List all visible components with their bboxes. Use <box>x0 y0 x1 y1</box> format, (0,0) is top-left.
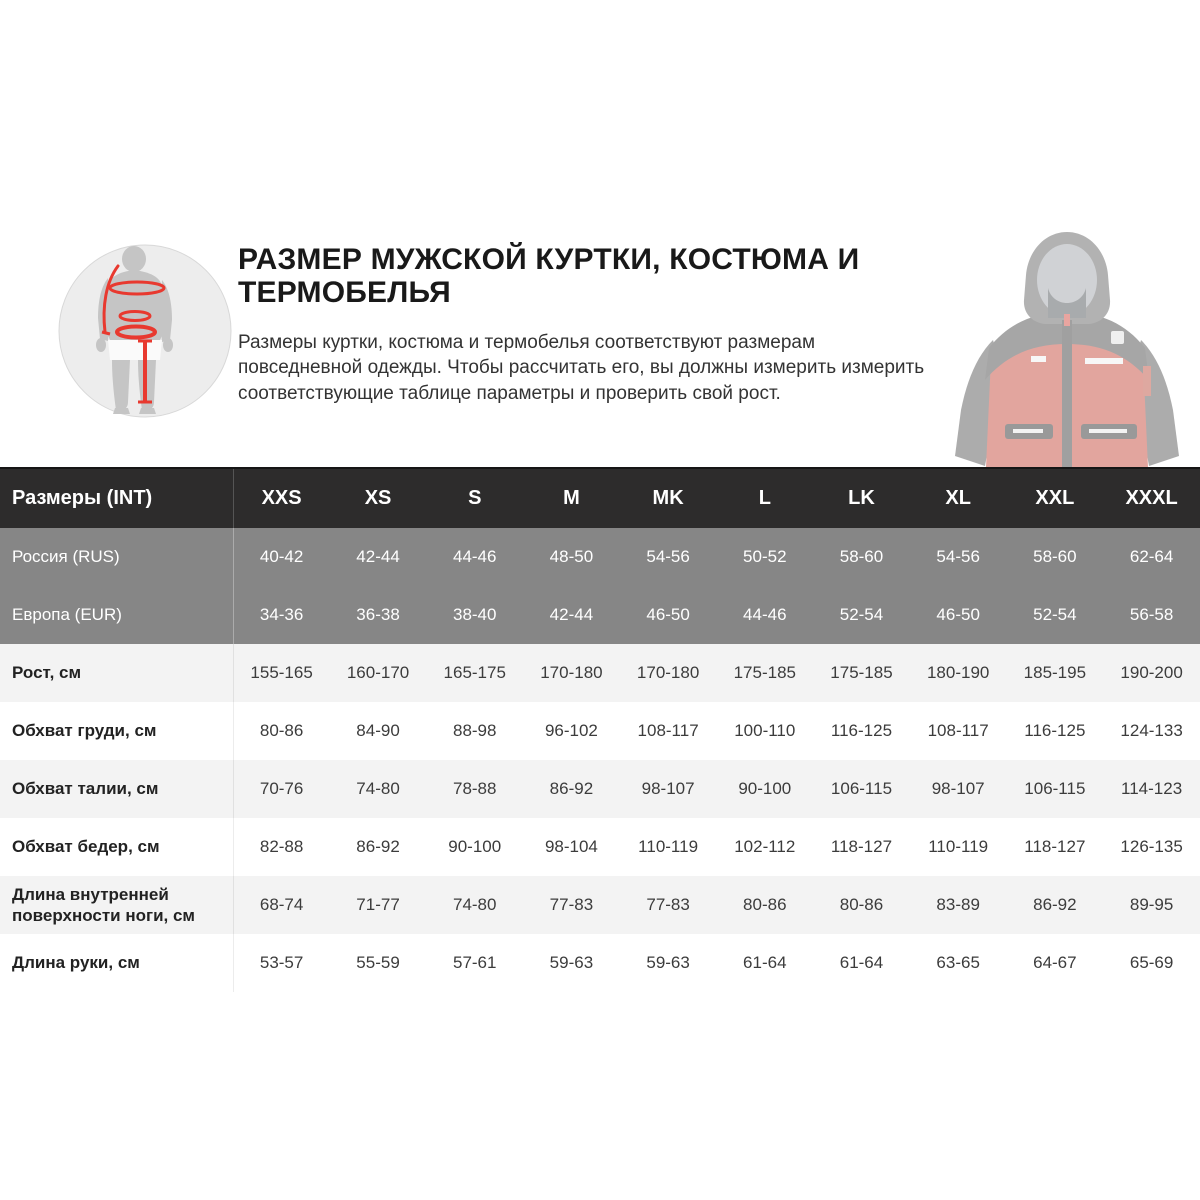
size-cell: 77-83 <box>549 895 594 914</box>
header-size-LK: LK <box>848 487 875 509</box>
size-cell: 57-61 <box>452 953 497 972</box>
size-cell: 108-117 <box>927 721 989 740</box>
size-cell: 83-89 <box>936 895 980 914</box>
table-header-row <box>0 468 1200 528</box>
size-cell: 61-64 <box>839 953 884 972</box>
size-cell: 42-44 <box>356 547 400 566</box>
table-row <box>0 528 1200 586</box>
size-cell: 126-135 <box>1120 837 1183 856</box>
size-cell: 190-200 <box>1120 663 1183 682</box>
size-cell: 46-50 <box>936 605 980 624</box>
measurement-figure-icon <box>58 244 232 418</box>
table-row <box>0 644 1200 702</box>
size-cell: 118-127 <box>830 837 893 856</box>
size-cell: 34-36 <box>259 605 304 624</box>
header-size-L: L <box>758 487 771 509</box>
page-title: РАЗМЕР МУЖСКОЙ КУРТКИ, КОСТЮМА И ТЕРМОБЕЛЬЯ <box>238 243 860 309</box>
table-row <box>0 876 1200 934</box>
size-cell: 59-63 <box>646 953 690 972</box>
size-cell: 170-180 <box>540 663 603 682</box>
size-cell: 82-88 <box>259 837 304 856</box>
size-cell: 86-92 <box>1033 895 1077 914</box>
size-cell: 89-95 <box>1129 895 1174 914</box>
size-cell: 44-46 <box>743 605 787 624</box>
size-cell: 40-42 <box>259 547 304 566</box>
size-cell: 71-77 <box>356 895 400 914</box>
header-size-MK: MK <box>652 487 684 509</box>
size-cell: 46-50 <box>646 605 690 624</box>
size-cell: 118-127 <box>1024 837 1086 856</box>
row-label: Обхват груди, см <box>0 702 233 760</box>
size-cell: 52-54 <box>1033 605 1077 624</box>
size-cell: 175-185 <box>830 663 893 682</box>
size-cell: 58-60 <box>1033 547 1077 566</box>
size-cell: 84-90 <box>356 721 400 740</box>
size-cell: 86-92 <box>356 837 400 856</box>
header-size-XL: XL <box>945 487 971 509</box>
size-cell: 44-46 <box>452 547 497 566</box>
size-cell: 80-86 <box>839 895 884 914</box>
size-cell: 80-86 <box>259 721 304 740</box>
size-cell: 96-102 <box>544 721 598 740</box>
size-cell: 58-60 <box>839 547 884 566</box>
size-cell: 114-123 <box>1121 779 1183 798</box>
size-cell: 38-40 <box>452 605 497 624</box>
size-cell: 98-104 <box>544 837 598 856</box>
row-label: Рост, см <box>0 644 233 702</box>
size-cell: 90-100 <box>448 837 502 856</box>
size-cell: 86-92 <box>549 779 594 798</box>
row-label: Длина внутренней поверхности ноги, см <box>0 876 233 934</box>
size-cell: 74-80 <box>356 779 400 798</box>
header-size-XS: XS <box>364 487 392 509</box>
table-row <box>0 934 1200 992</box>
size-cell: 165-175 <box>443 663 506 682</box>
table-row <box>0 586 1200 644</box>
size-cell: 77-83 <box>646 895 690 914</box>
table-row <box>0 702 1200 760</box>
header-label: Размеры (INT) <box>0 468 233 528</box>
size-cell: 48-50 <box>549 547 594 566</box>
size-cell: 124-133 <box>1120 721 1183 740</box>
intro-section <box>238 243 938 406</box>
size-cell: 102-112 <box>734 837 796 856</box>
size-cell: 68-74 <box>259 895 304 914</box>
size-cell: 98-107 <box>931 779 985 798</box>
size-table <box>0 467 1200 992</box>
size-cell: 90-100 <box>738 779 792 798</box>
row-label: Европа (EUR) <box>0 586 233 644</box>
intro-paragraph: Размеры куртки, костюма и термобелья соответствуют размерам повседневной одежды. Чтобы рассчитать его, вы должны измерить измерить соответствующие таблице параметры и проверить свой рост. <box>238 332 925 404</box>
size-cell: 106-115 <box>1024 779 1086 798</box>
size-cell: 70-76 <box>259 779 304 798</box>
row-label: Обхват талии, см <box>0 760 233 818</box>
size-cell: 116-125 <box>1024 721 1086 740</box>
size-cell: 116-125 <box>830 721 893 740</box>
size-cell: 170-180 <box>636 663 700 682</box>
size-cell: 55-59 <box>356 953 400 972</box>
size-cell: 160-170 <box>346 663 410 682</box>
size-cell: 78-88 <box>452 779 497 798</box>
header-size-M: M <box>563 487 580 509</box>
size-cell: 42-44 <box>549 605 594 624</box>
table-row <box>0 760 1200 818</box>
size-cell: 64-67 <box>1033 953 1077 972</box>
size-cell: 108-117 <box>637 721 699 740</box>
table-row <box>0 818 1200 876</box>
size-cell: 100-110 <box>734 721 796 740</box>
size-cell: 74-80 <box>452 895 497 914</box>
row-label: Длина руки, см <box>0 934 233 992</box>
size-cell: 56-58 <box>1129 605 1174 624</box>
size-cell: 50-52 <box>743 547 787 566</box>
size-cell: 54-56 <box>646 547 690 566</box>
size-cell: 110-119 <box>638 837 699 856</box>
size-cell: 155-165 <box>250 663 313 682</box>
size-cell: 98-107 <box>641 779 695 798</box>
size-cell: 175-185 <box>733 663 796 682</box>
header-size-XXXL: XXXL <box>1125 487 1178 509</box>
size-cell: 80-86 <box>743 895 787 914</box>
size-cell: 180-190 <box>926 663 990 682</box>
size-cell: 61-64 <box>743 953 787 972</box>
size-cell: 54-56 <box>936 547 980 566</box>
size-cell: 65-69 <box>1129 953 1174 972</box>
row-label: Обхват бедер, см <box>0 818 233 876</box>
size-cell: 36-38 <box>356 605 400 624</box>
size-cell: 110-119 <box>928 837 989 856</box>
size-cell: 185-195 <box>1023 663 1087 682</box>
size-cell: 59-63 <box>549 953 594 972</box>
header-size-XXL: XXL <box>1035 487 1075 509</box>
header-size-S: S <box>468 487 482 509</box>
size-cell: 52-54 <box>839 605 884 624</box>
size-cell: 88-98 <box>452 721 497 740</box>
size-cell: 63-65 <box>936 953 980 972</box>
header-size-XXS: XXS <box>261 487 302 509</box>
size-cell: 62-64 <box>1129 547 1174 566</box>
jacket-photo <box>935 228 1200 467</box>
row-label: Россия (RUS) <box>0 528 233 586</box>
size-cell: 106-115 <box>830 779 893 798</box>
size-cell: 53-57 <box>259 953 304 972</box>
